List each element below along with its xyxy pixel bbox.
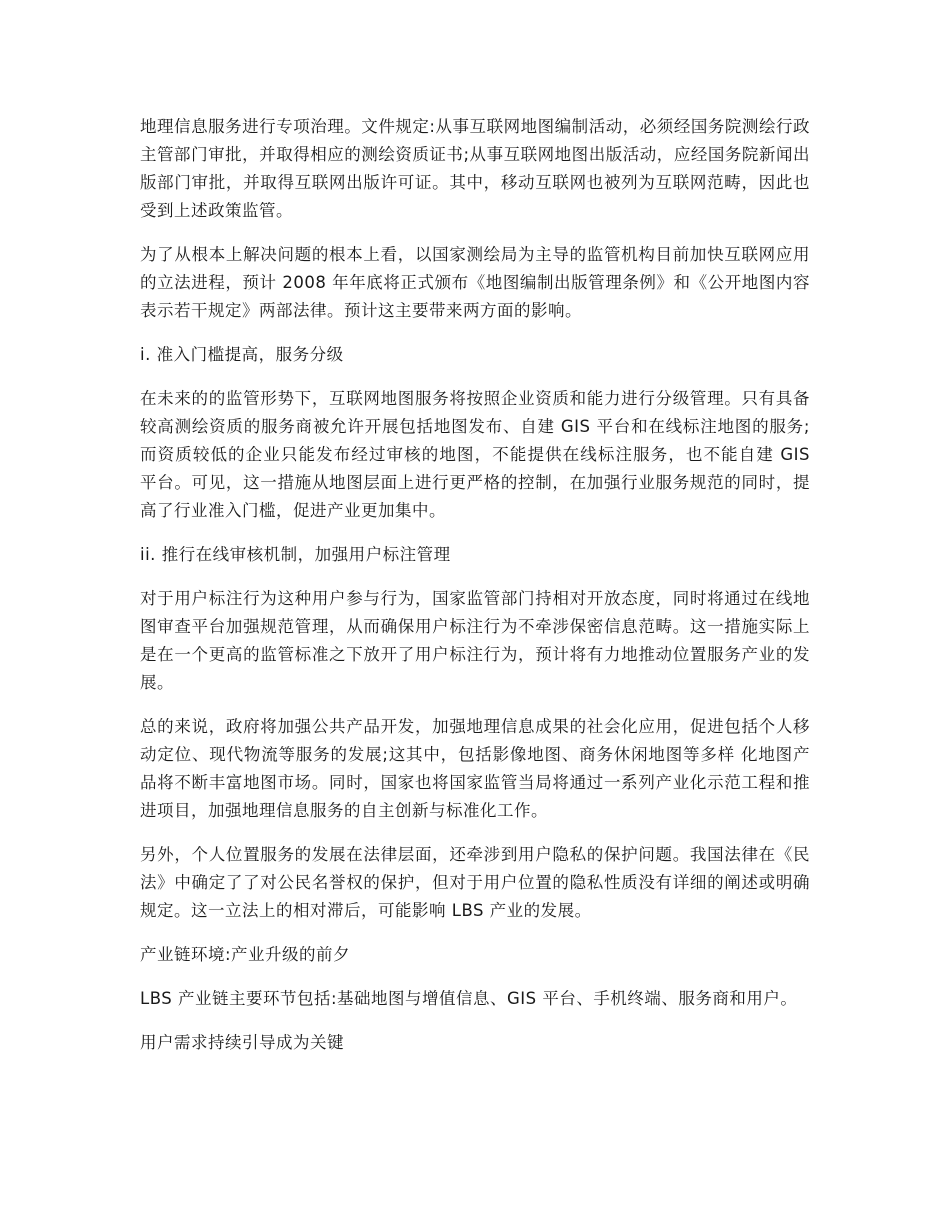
section-heading-entry-threshold: i. 准入门槛提高，服务分级 xyxy=(140,345,344,364)
paragraph-lbs-chain: LBS 产业链主要环节包括:基础地图与增值信息、GIS 平台、手机终端、服务商和用户。 xyxy=(140,989,798,1008)
paragraph-summary: 总的来说，政府将加强公共产品开发，加强地理信息成果的社会化应用，促进包括个人移动定位、现代物流等服务的发展;这其中，包括影像地图、商务休闲地图等多样 化地图产品将不断丰富地图市场。同时，国家也将国家监管当局将通过一系列产业化示范工程和推进项目，加强地理信息服务的自主创新与标准化工作。 xyxy=(140,717,810,820)
paragraph-regulation-overview: 地理信息服务进行专项治理。文件规定:从事互联网地图编制活动，必须经国务院测绘行政主管部门审批，并取得相应的测绘资质证书;从事互联网地图出版活动，应经国务院新闻出版部门审批，并取得互联网出版许可证。其中，移动互联网也被列为互联网范畴，因此也受到上述政策监管。 xyxy=(140,117,810,220)
document-page xyxy=(140,113,810,1073)
section-heading-user-demand: 用户需求持续引导成为关键 xyxy=(140,1033,344,1052)
section-heading-industry-chain: 产业链环境:产业升级的前夕 xyxy=(140,945,351,964)
paragraph-legislation-progress: 为了从根本上解决问题的根本上看，以国家测绘局为主导的监管机构目前加快互联网应用的立法进程，预计 2008 年年底将正式颁布《地图编制出版管理条例》和《公开地图内容表示若干规定》两部法律。预计这主要带来两方面的影响。 xyxy=(140,245,810,320)
paragraph-privacy-law: 另外，个人位置服务的发展在法律层面，还牵涉到用户隐私的保护问题。我国法律在《民法》中确定了了对公民名誉权的保护，但对于用户位置的隐私性质没有详细的阐述或明确规定。这一立法上的相对滞后，可能影响 LBS 产业的发展。 xyxy=(140,845,810,920)
section-heading-online-review: ii. 推行在线审核机制，加强用户标注管理 xyxy=(140,545,451,564)
paragraph-tiered-management: 在未来的的监管形势下，互联网地图服务将按照企业资质和能力进行分级管理。只有具备较高测绘资质的服务商被允许开展包括地图发布、自建 GIS 平台和在线标注地图的服务;而资质较低的企业只能发布经过审核的地图，不能提供在线标注服务，也不能自建 GIS 平台。可见，这一措施从地图层面上进行更严格的控制，在加强行业服务规范的同时，提高了行业准入门槛，促进产业更加集中。 xyxy=(140,389,810,520)
paragraph-user-annotation: 对于用户标注行为这种用户参与行为，国家监管部门持相对开放态度，同时将通过在线地图审查平台加强规范管理，从而确保用户标注行为不牵涉保密信息范畴。这一措施实际上是在一个更高的监管标准之下放开了用户标注行为，预计将有力地推动位置服务产业的发展。 xyxy=(140,589,810,692)
